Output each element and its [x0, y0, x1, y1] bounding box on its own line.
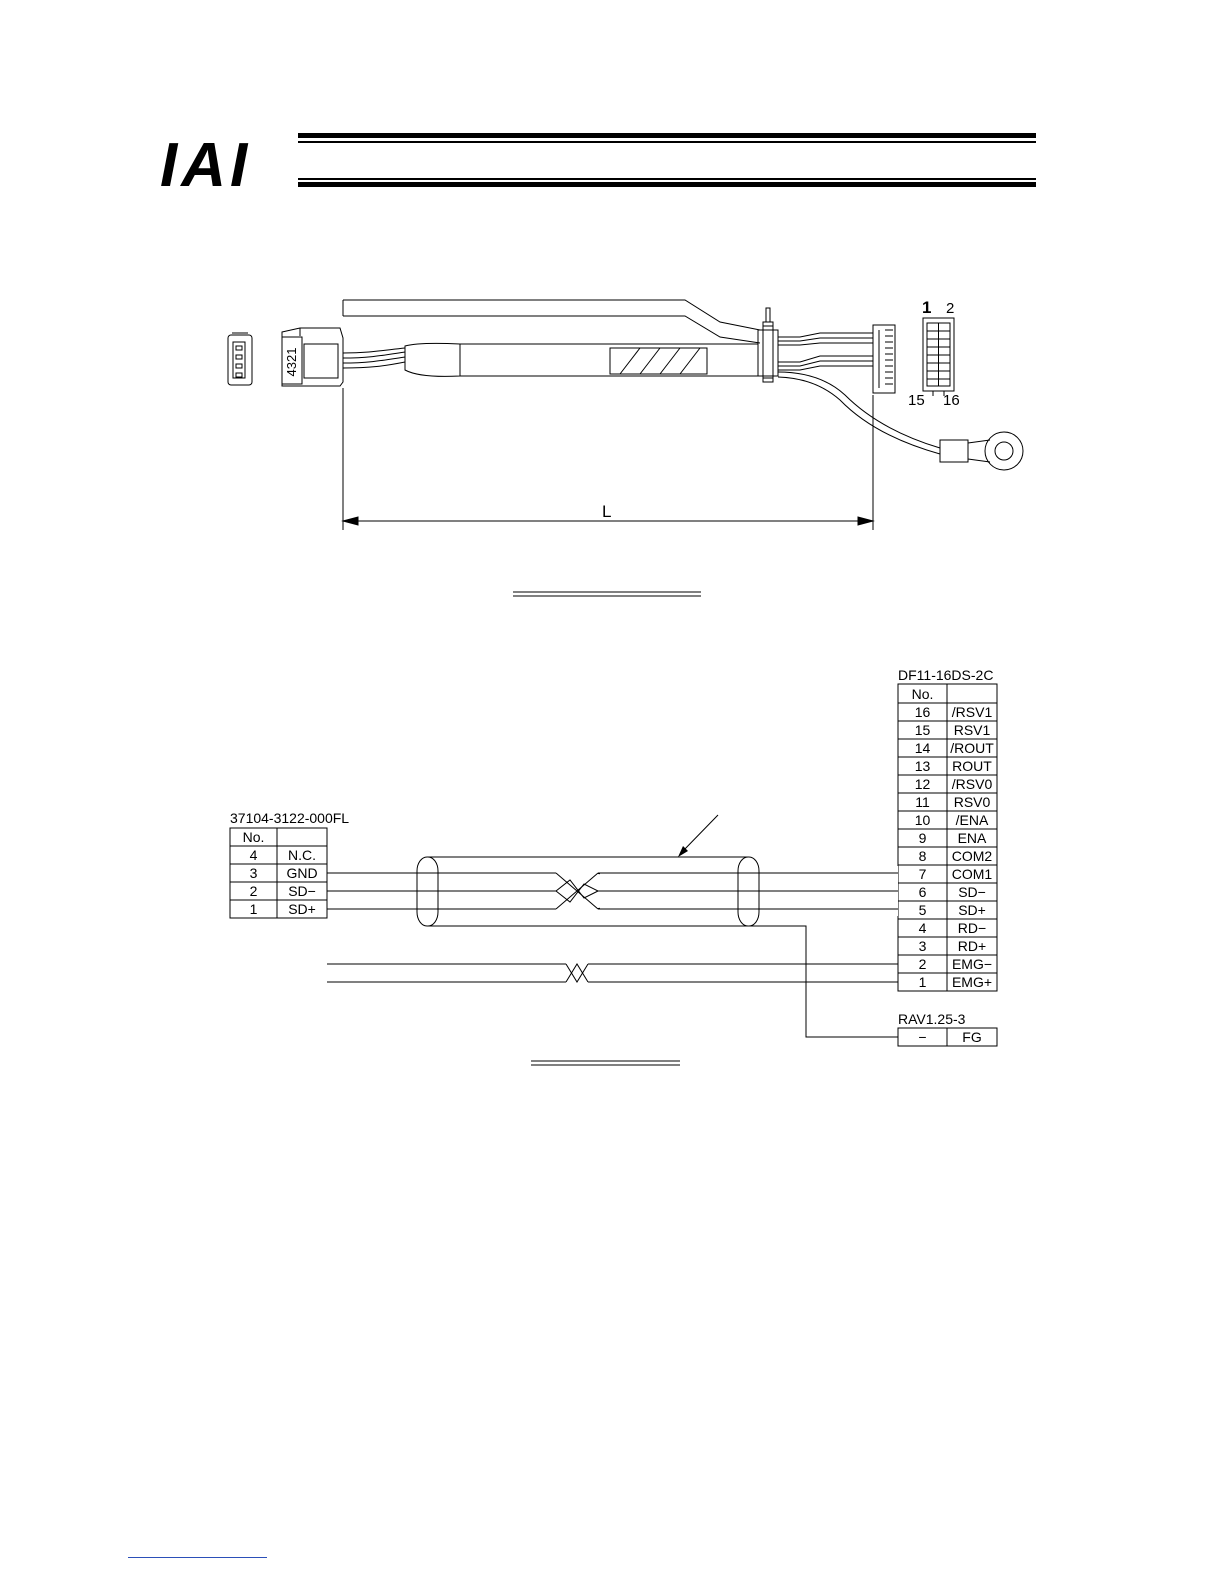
- left-row-no: 3: [249, 865, 258, 881]
- left-row-signal: GND: [286, 865, 318, 881]
- emg-wires: [327, 964, 898, 982]
- right-row-no: 1: [918, 974, 927, 990]
- iai-logo: IAI: [160, 131, 252, 200]
- terminal-no: −: [918, 1029, 927, 1045]
- connector-a-wires: [343, 348, 405, 368]
- connector-b-wires: [778, 333, 873, 370]
- right-row-no: 8: [918, 848, 927, 864]
- figure-caption-rule: [513, 592, 701, 596]
- right-row-no: 16: [914, 704, 931, 720]
- right-row-no: 15: [914, 722, 931, 738]
- header-rule-bottom-thin: [298, 178, 1036, 180]
- connector-a-pin-label: 4321: [284, 347, 299, 377]
- cable-boot: [405, 343, 460, 376]
- footer-link-rule: [128, 1557, 267, 1558]
- right-row-no: 7: [918, 866, 927, 882]
- left-row-no: 4: [249, 847, 258, 863]
- left-row-no: 2: [249, 883, 258, 899]
- left-row-signal: SD−: [288, 883, 316, 899]
- right-row-no: 13: [914, 758, 931, 774]
- right-row-no: 12: [914, 776, 931, 792]
- right-row-no: 4: [918, 920, 927, 936]
- twisted-pair-section: [556, 866, 898, 916]
- right-row-signal: ENA: [957, 830, 987, 846]
- right-row-signal: RD−: [957, 920, 987, 936]
- terminal-part-number: RAV1.25-3: [898, 1011, 966, 1027]
- right-row-signal: COM2: [951, 848, 993, 864]
- left-row-no: 1: [249, 901, 258, 917]
- right-row-no: 14: [914, 740, 931, 756]
- right-row-signal: SD−: [958, 884, 986, 900]
- ring-terminal-sleeve: [940, 440, 968, 462]
- dimension-label: L: [602, 502, 612, 521]
- right-row-no: 3: [918, 938, 927, 954]
- right-row-signal: RSV0: [953, 794, 991, 810]
- shield-leader-arrow: [678, 815, 718, 857]
- right-row-no: 9: [918, 830, 927, 846]
- right-table-header-no: No.: [911, 686, 934, 702]
- right-row-signal: SD+: [958, 902, 986, 918]
- cable-label-hatch: [610, 348, 707, 374]
- header: [160, 131, 1036, 200]
- right-row-no: 6: [918, 884, 927, 900]
- header-rule-top: [298, 133, 1036, 138]
- right-row-signal: /ENA: [955, 812, 989, 828]
- fg-ground-wire: [778, 372, 940, 448]
- loose-connector: [228, 333, 252, 385]
- right-row-signal: /RSV0: [951, 776, 993, 792]
- right-row-signal: /ROUT: [950, 740, 994, 756]
- right-row-signal: COM1: [951, 866, 993, 882]
- right-row-signal: EMG+: [951, 974, 993, 990]
- pin-header-view: [923, 318, 954, 396]
- pin-label-15: 15: [908, 392, 925, 409]
- right-row-no: 11: [915, 794, 930, 810]
- right-row-signal: /RSV1: [951, 704, 993, 720]
- terminal-signal: FG: [962, 1029, 982, 1045]
- connector-b-housing: [873, 325, 895, 393]
- fg-wire-top: [343, 300, 775, 330]
- terminal-table: [898, 1028, 997, 1046]
- header-rule-top-thin: [298, 141, 1036, 143]
- ring-terminal: [985, 432, 1023, 470]
- right-connector-part-number: DF11-16DS-2C: [898, 667, 994, 683]
- pin-label-2: 2: [946, 300, 955, 317]
- right-row-signal: RD+: [957, 938, 987, 954]
- left-table-header-no: No.: [242, 829, 265, 845]
- right-row-signal: RSV1: [953, 722, 991, 738]
- right-row-signal: EMG−: [951, 956, 993, 972]
- left-row-signal: N.C.: [288, 847, 316, 863]
- wiring-caption-rule: [531, 1061, 680, 1065]
- right-row-no: 2: [918, 956, 927, 972]
- left-row-signal: SD+: [288, 901, 316, 917]
- left-connector-part-number: 37104-3122-000FL: [230, 810, 350, 826]
- right-row-no: 10: [914, 812, 931, 828]
- pin-label-16: 16: [943, 392, 960, 409]
- right-row-no: 5: [918, 902, 927, 918]
- pin-label-1: 1: [922, 298, 932, 317]
- cable-drawing: [228, 300, 1023, 530]
- right-row-signal: ROUT: [952, 758, 992, 774]
- fg-clamp: [758, 308, 778, 382]
- header-rule-bottom: [298, 182, 1036, 187]
